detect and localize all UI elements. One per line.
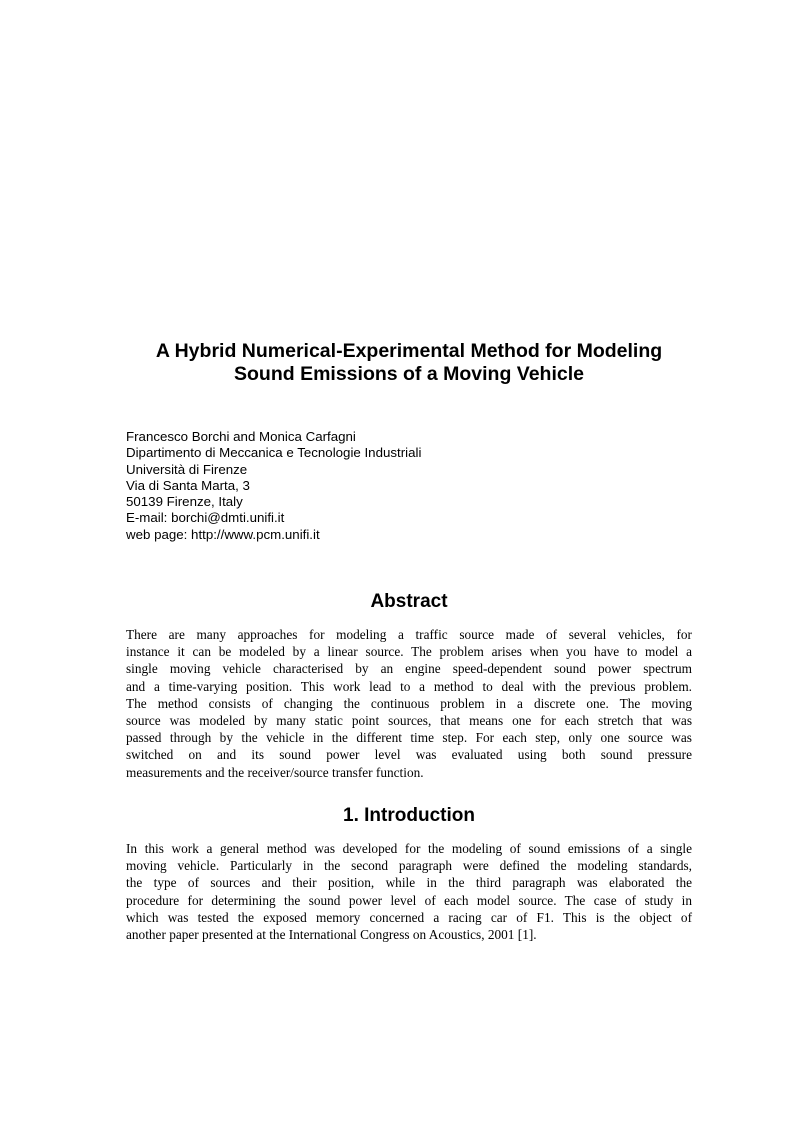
abstract-line: There are many approaches for modeling a traffic source made of several vehicles, for xyxy=(126,627,692,642)
introduction-line: procedure for determining the sound power level of each model source. The case of study in xyxy=(126,892,692,908)
introduction-heading: 1. Introduction xyxy=(343,805,475,826)
paper-title xyxy=(126,340,692,386)
author-university: Università di Firenze xyxy=(126,461,248,477)
introduction-line: the type of sources and their position, while in the third paragraph was elaborated the xyxy=(126,875,692,891)
author-department: Dipartimento di Meccanica e Tecnologie Industriali xyxy=(126,445,422,461)
abstract-paragraph xyxy=(126,626,692,781)
author-block xyxy=(126,429,421,543)
author-street: Via di Santa Marta, 3 xyxy=(126,477,250,493)
abstract-heading: Abstract xyxy=(370,591,448,612)
author-names: Francesco Borchi and Monica Carfagni xyxy=(126,429,356,444)
author-city: 50139 Firenze, Italy xyxy=(126,494,243,510)
title-line-2: Sound Emissions of a Moving Vehicle xyxy=(234,363,584,385)
author-email: E-mail: borchi@dmti.unifi.it xyxy=(126,510,285,526)
introduction-line: moving vehicle. Particularly in the second paragraph were defined the modeling standards, xyxy=(126,858,692,874)
abstract-line: measurements and the receiver/source transfer function. xyxy=(126,764,424,780)
title-line-1: A Hybrid Numerical-Experimental Method for Modeling xyxy=(155,340,663,362)
introduction-line: which was tested the exposed memory concerned a racing car of F1. This is the object of xyxy=(126,909,692,925)
abstract-line: The method consists of changing the continuous problem in a discrete one. The moving xyxy=(126,695,692,711)
introduction-paragraph xyxy=(126,840,692,943)
abstract-line: and a time-varying position. This work lead to a method to deal with the previous problem. xyxy=(126,678,692,694)
abstract-line: source was modeled by many static point sources, that means one for each stretch that was xyxy=(126,713,692,729)
introduction-line: In this work a general method was developed for the modeling of sound emissions of a single xyxy=(126,841,692,856)
introduction-line: another paper presented at the International Congress on Acoustics, 2001 [1]. xyxy=(126,927,537,943)
abstract-line: instance it can be modeled by a linear source. The problem arises when you have to model a xyxy=(126,644,692,660)
abstract-line: single moving vehicle characterised by an engine speed-dependent sound power spectrum xyxy=(126,661,692,677)
abstract-line: switched on and its sound power level was evaluated using both sound pressure xyxy=(126,747,692,763)
abstract-line: passed through by the vehicle in the different time step. For each step, only one source was xyxy=(126,730,692,746)
author-web-page: web page: http://www.pcm.unifi.it xyxy=(126,526,320,542)
